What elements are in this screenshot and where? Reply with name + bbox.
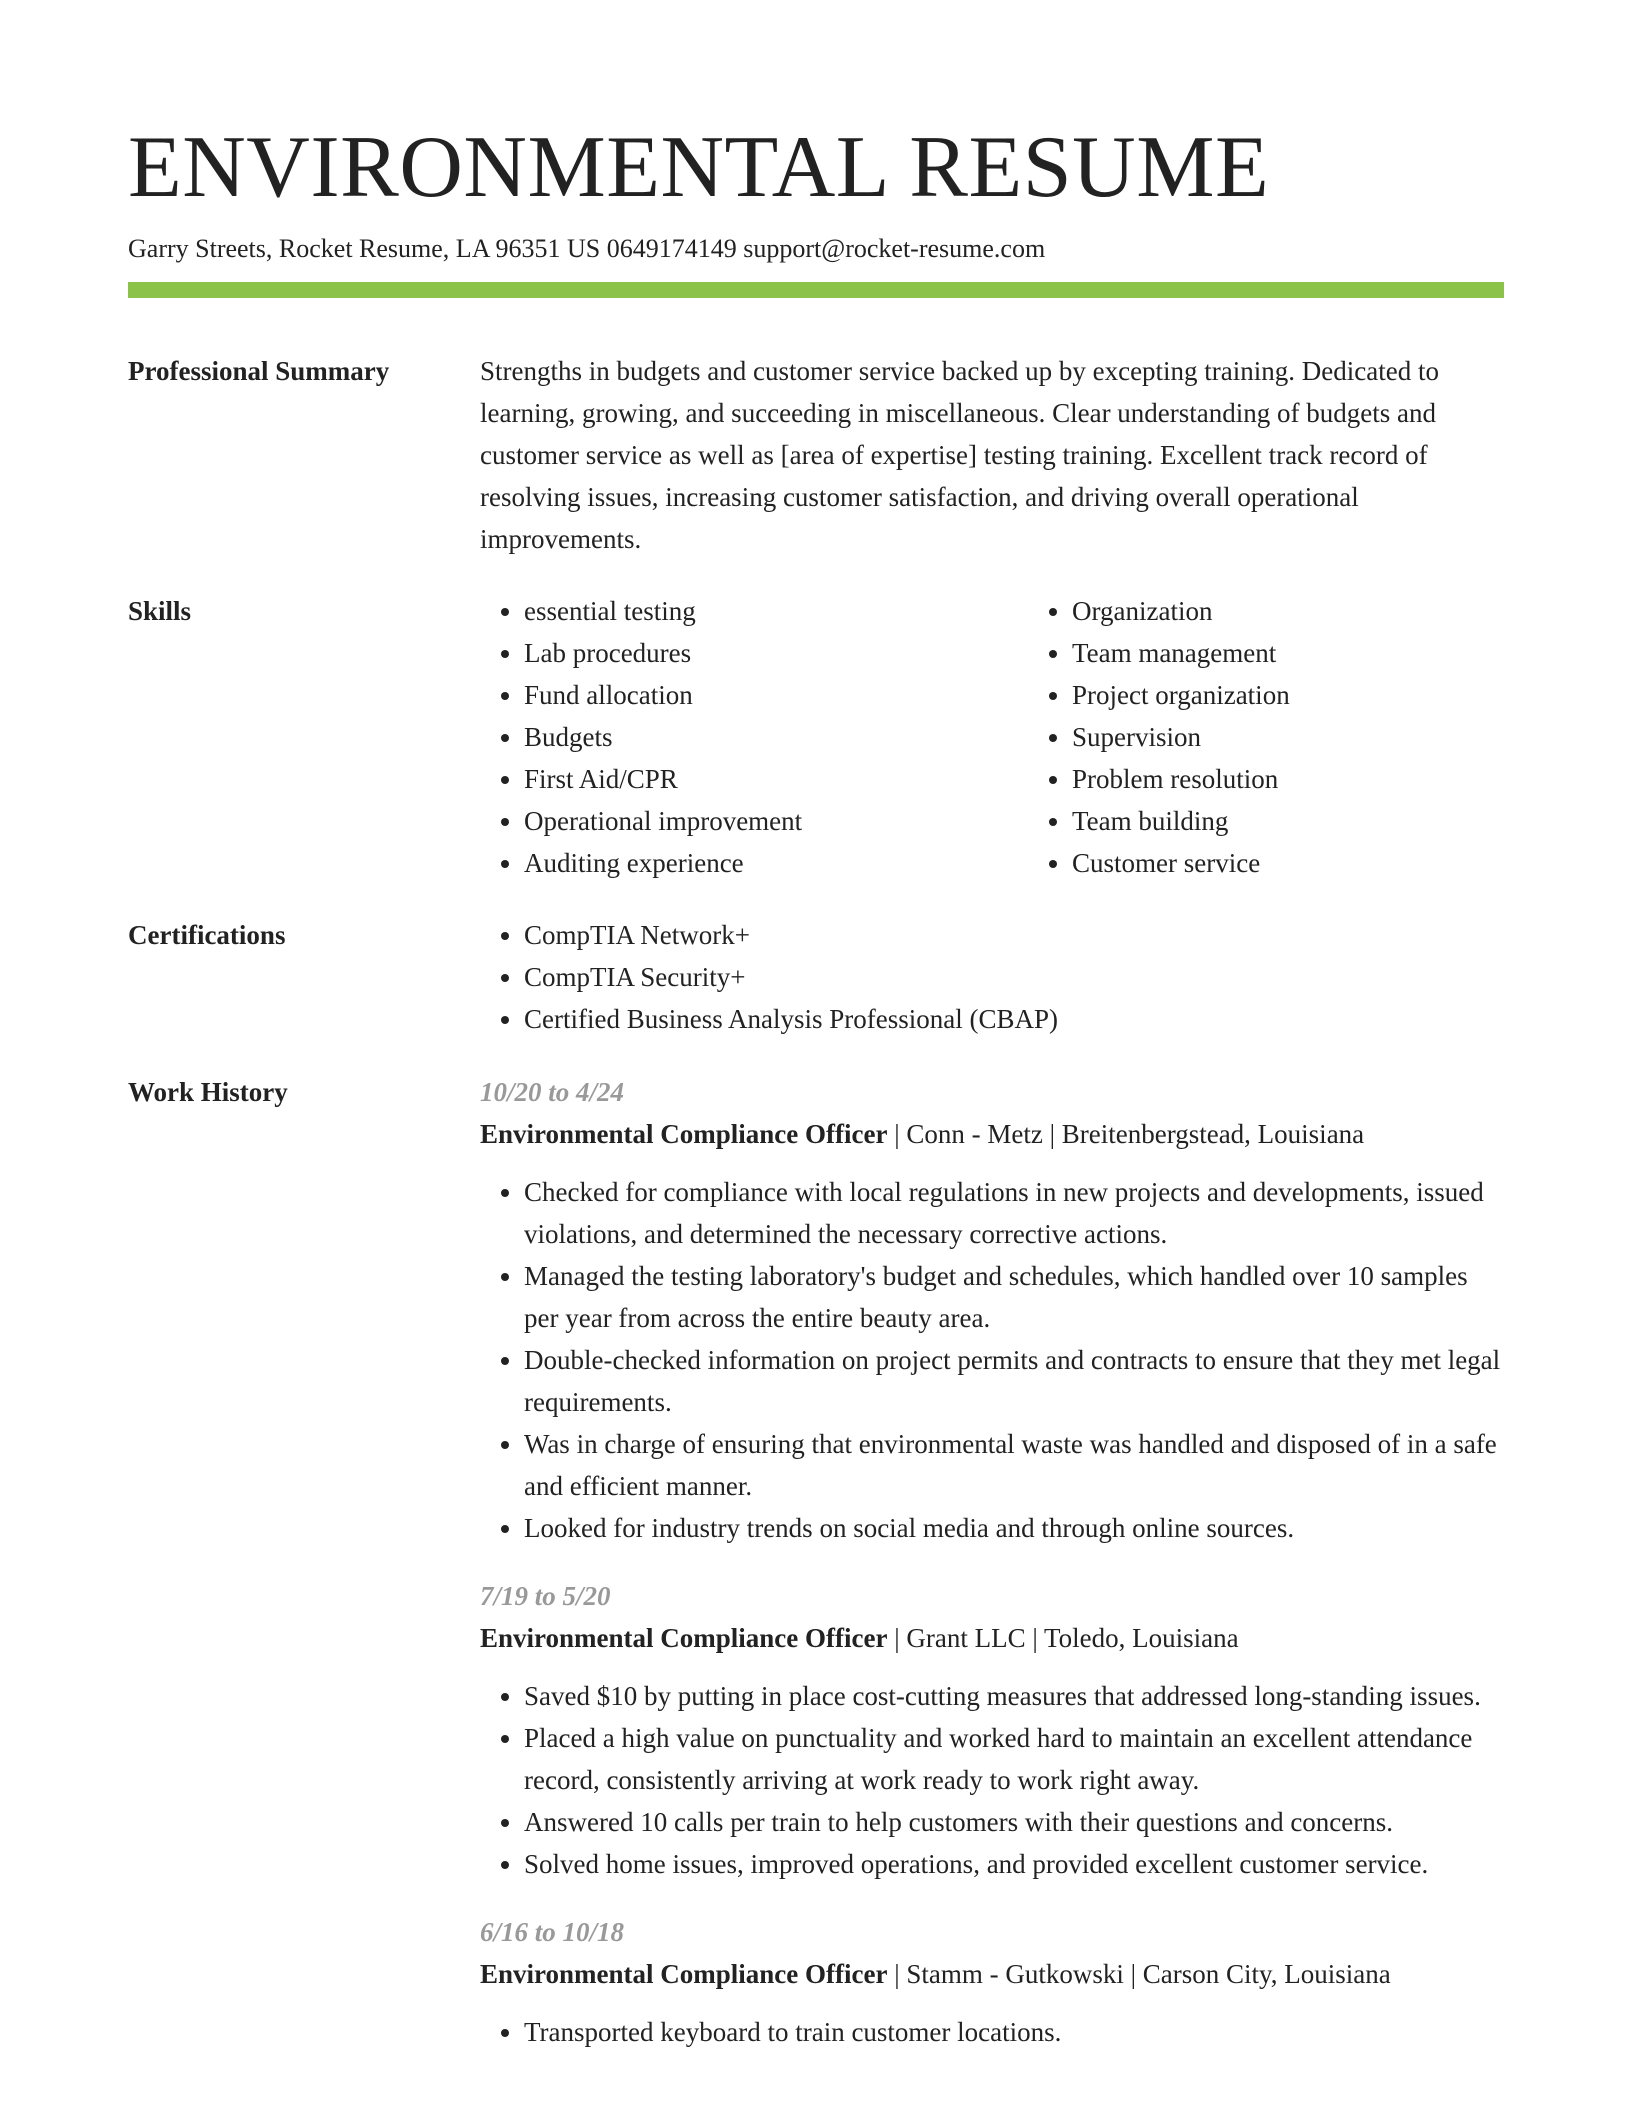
job-bullet: • Transported keyboard to train customer locations. — [524, 2011, 1504, 2053]
job-bullet: • Looked for industry trends on social media and through online sources. — [524, 1507, 1504, 1549]
job-entry — [480, 1911, 1504, 2053]
certification-item: • Certified Business Analysis Professional (CBAP) — [524, 998, 1504, 1040]
contact-phone: 0649174149 — [606, 234, 737, 263]
job-dates: 6/16 to 10/18 — [480, 1917, 625, 1947]
work-history-body — [480, 1071, 1504, 2079]
contact-address: Garry Streets, Rocket Resume, LA 96351 US — [128, 234, 601, 263]
job-bullet: • Was in charge of ensuring that environmental waste was handled and disposed of in a safe and efficient manner. — [524, 1423, 1504, 1507]
summary-heading: Professional Summary — [128, 356, 390, 386]
job-title: Environmental Compliance Officer — [480, 1119, 888, 1149]
skill-item: • Lab procedures — [524, 632, 984, 674]
skill-item: • Operational improvement — [524, 800, 984, 842]
job-dates: 7/19 to 5/20 — [480, 1581, 611, 1611]
job-title-line — [480, 1953, 1504, 1995]
job-bullets — [480, 2011, 1504, 2053]
job-company: Grant LLC — [906, 1623, 1026, 1653]
job-bullet: • Saved $10 by putting in place cost-cutting measures that addressed long-standing issues. — [524, 1675, 1504, 1717]
job-company: Conn - Metz — [906, 1119, 1043, 1149]
job-entry — [480, 1575, 1504, 1885]
job-title: Environmental Compliance Officer — [480, 1959, 888, 1989]
skill-item: • Organization — [1072, 590, 1532, 632]
job-separator — [887, 1959, 906, 1989]
job-bullets — [480, 1675, 1504, 1885]
skill-item: • Team management — [1072, 632, 1532, 674]
job-bullet: • Placed a high value on punctuality and worked hard to maintain an excellent attendance record, consistently arriving at work ready to work right away. — [524, 1717, 1504, 1801]
job-location: Carson City, Louisiana — [1142, 1959, 1391, 1989]
job-separator — [1026, 1623, 1044, 1653]
skill-item: • Problem resolution — [1072, 758, 1532, 800]
skill-item: • essential testing — [524, 590, 984, 632]
resume-title: ENVIRONMENTAL RESUME — [128, 119, 1270, 216]
job-location: Breitenbergstead, Louisiana — [1061, 1119, 1365, 1149]
summary-text: Strengths in budgets and customer service backed up by excepting training. Dedicated to learning, growing, and succeeding in miscellaneous. Clear understanding of budgets and customer service as well as [area of expertise] testing training. Excellent track record of resolving issues, increasing customer satisfaction, and driving overall operational improvements. — [480, 356, 1439, 554]
job-bullets — [480, 1171, 1504, 1549]
job-bullet: • Answered 10 calls per train to help customers with their questions and concerns. — [524, 1801, 1504, 1843]
resume-header — [128, 118, 1504, 298]
job-bullet: • Solved home issues, improved operations, and provided excellent customer service. — [524, 1843, 1504, 1885]
skill-item: • Customer service — [1072, 842, 1532, 884]
skills-list-left — [480, 590, 984, 884]
skill-item: • Fund allocation — [524, 674, 984, 716]
work-history-heading: Work History — [128, 1077, 288, 1107]
skill-item: • Team building — [1072, 800, 1532, 842]
job-company: Stamm - Gutkowski — [906, 1959, 1124, 1989]
job-bullet: • Double-checked information on project permits and contracts to ensure that they met legal requirements. — [524, 1339, 1504, 1423]
job-location: Toledo, Louisiana — [1044, 1623, 1239, 1653]
job-bullet: • Managed the testing laboratory's budget and schedules, which handled over 10 samples per year from across the entire beauty area. — [524, 1255, 1504, 1339]
skill-item: • Budgets — [524, 716, 984, 758]
skills-heading: Skills — [128, 596, 192, 626]
skills-body — [480, 590, 1504, 884]
job-separator — [887, 1623, 906, 1653]
certifications-body — [480, 914, 1504, 1040]
accent-divider — [128, 282, 1504, 298]
job-dates: 10/20 to 4/24 — [480, 1077, 625, 1107]
certifications-heading: Certifications — [128, 920, 286, 950]
job-title: Environmental Compliance Officer — [480, 1623, 888, 1653]
job-bullet: • Checked for compliance with local regulations in new projects and developments, issued violations, and determined the necessary corrective actions. — [524, 1171, 1504, 1255]
job-separator — [1124, 1959, 1143, 1989]
job-separator — [1043, 1119, 1062, 1149]
summary-body — [480, 350, 1504, 560]
contact-line — [128, 232, 1504, 266]
contact-email: support@rocket-resume.com — [743, 234, 1046, 263]
certifications-list — [480, 914, 1504, 1040]
job-separator — [887, 1119, 906, 1149]
job-title-line — [480, 1617, 1504, 1659]
job-entry — [480, 1071, 1504, 1549]
skill-item: • Supervision — [1072, 716, 1532, 758]
certification-item: • CompTIA Security+ — [524, 956, 1504, 998]
skills-list-right — [1028, 590, 1532, 884]
skill-item: • First Aid/CPR — [524, 758, 984, 800]
certification-item: • CompTIA Network+ — [524, 914, 1504, 956]
skill-item: • Auditing experience — [524, 842, 984, 884]
job-title-line — [480, 1113, 1504, 1155]
skill-item: • Project organization — [1072, 674, 1532, 716]
